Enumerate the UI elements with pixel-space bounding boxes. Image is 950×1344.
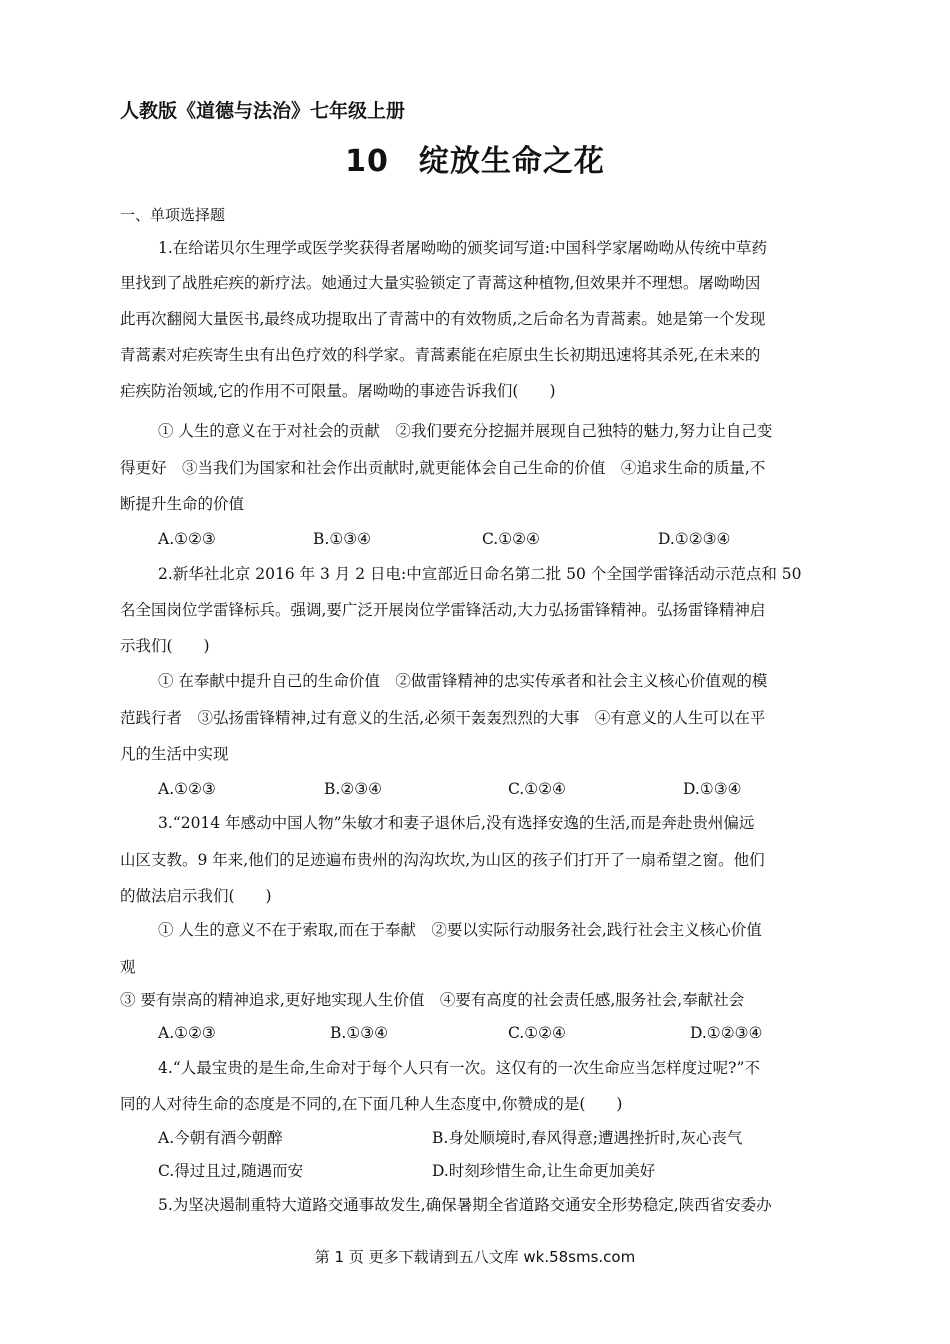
question-4-line-1: 4.“人最宝贵的是生命,生命对于每个人只有一次。这仅有的一次生命应当怎样度过呢?”不 (158, 1059, 760, 1077)
question-3-line-3: 的做法启示我们( ) (120, 887, 272, 905)
book-title: 人教版《道德与法治》七年级上册 (120, 100, 406, 122)
question-1-line-2: 里找到了战胜疟疾的新疗法。她通过大量实验锁定了青蒿这种植物,但效果并不理想。屠呦呦因 (120, 274, 761, 292)
question-3-statement-2: 观 (120, 958, 136, 976)
question-2-line-3: 示我们( ) (120, 637, 210, 655)
question-1-option-b: B.①③④ (313, 530, 372, 548)
question-3-statement-1: ① 人生的意义不在于索取,而在于奉献 ②要以实际行动服务社会,践行社会主义核心价值 (158, 921, 762, 939)
question-3-line-1: 3.“2014 年感动中国人物”朱敏才和妻子退休后,没有选择安逸的生活,而是奔赴贵州偏远 (158, 814, 755, 832)
question-3-line-2: 山区支教。9 年来,他们的足迹遍布贵州的沟沟坎坎,为山区的孩子们打开了一扇希望之窗。他们 (120, 851, 765, 869)
question-3-option-d: D.①②③④ (690, 1024, 763, 1042)
question-2-line-1: 2.新华社北京 2016 年 3 月 2 日电:中宣部近日命名第二批 50 个全国学雷锋活动示范点和 50 (158, 565, 802, 583)
question-1-option-d: D.①②③④ (658, 530, 731, 548)
question-2-option-c: C.①②④ (508, 780, 566, 798)
lesson-title (0, 142, 950, 182)
question-3-option-b: B.①③④ (330, 1024, 389, 1042)
question-1-statement-2: 得更好 ③当我们为国家和社会作出贡献时,就更能体会自己生命的价值 ④追求生命的质量,不 (120, 459, 766, 477)
question-4-option-a: A.今朝有酒今朝醉 (158, 1129, 283, 1147)
section-heading: 一、单项选择题 (120, 206, 226, 224)
question-3-option-a: A.①②③ (158, 1024, 216, 1042)
question-2-statement-1: ① 在奉献中提升自己的生命价值 ②做雷锋精神的忠实传承者和社会主义核心价值观的模 (158, 672, 768, 690)
question-4-option-c: C.得过且过,随遇而安 (158, 1162, 304, 1180)
question-2-statement-3: 凡的生活中实现 (120, 745, 229, 763)
question-1-statement-3: 断提升生命的价值 (120, 495, 245, 513)
question-1-line-3: 此再次翻阅大量医书,最终成功提取出了青蒿中的有效物质,之后命名为青蒿素。她是第一个发现 (120, 310, 766, 328)
question-1-statement-1: ① 人生的意义在于对社会的贡献 ②我们要充分挖掘并展现自己独特的魅力,努力让自己变 (158, 422, 773, 440)
question-4-line-2: 同的人对待生命的态度是不同的,在下面几种人生态度中,你赞成的是( ) (120, 1095, 623, 1113)
question-3-option-c: C.①②④ (508, 1024, 566, 1042)
question-1-line-4: 青蒿素对疟疾寄生虫有出色疗效的科学家。青蒿素能在疟原虫生长初期迅速将其杀死,在未来的 (120, 346, 761, 364)
question-1-option-c: C.①②④ (482, 530, 540, 548)
question-2-option-b: B.②③④ (324, 780, 383, 798)
question-2-statement-2: 范践行者 ③弘扬雷锋精神,过有意义的生活,必须干轰轰烈烈的大事 ④有意义的人生可以在平 (120, 709, 766, 727)
page-footer: 第 1 页 更多下载请到五八文库 wk.58sms.com (314, 1248, 636, 1266)
question-5-line-1: 5.为坚决遏制重特大道路交通事故发生,确保暑期全省道路交通安全形势稳定,陕西省安委办 (158, 1196, 772, 1214)
question-2-option-d: D.①③④ (683, 780, 742, 798)
lesson-name: 绽放生命之花 (418, 144, 605, 179)
question-4-option-b: B.身处顺境时,春风得意;遭遇挫折时,灰心丧气 (432, 1129, 743, 1147)
question-2-option-a: A.①②③ (158, 780, 216, 798)
question-1-line-5: 疟疾防治领域,它的作用不可限量。屠呦呦的事迹告诉我们( ) (120, 382, 556, 400)
question-4-option-d: D.时刻珍惜生命,让生命更加美好 (432, 1162, 656, 1180)
question-3-statement-3: ③ 要有崇高的精神追求,更好地实现人生价值 ④要有高度的社会责任感,服务社会,奉献社会 (120, 991, 745, 1009)
question-1-line-1: 1.在给诺贝尔生理学或医学奖获得者屠呦呦的颁奖词写道:中国科学家屠呦呦从传统中草药 (158, 239, 768, 257)
lesson-number: 10 (345, 144, 389, 179)
question-1-option-a: A.①②③ (158, 530, 216, 548)
question-2-line-2: 名全国岗位学雷锋标兵。强调,要广泛开展岗位学雷锋活动,大力弘扬雷锋精神。弘扬雷锋精神启 (120, 601, 766, 619)
